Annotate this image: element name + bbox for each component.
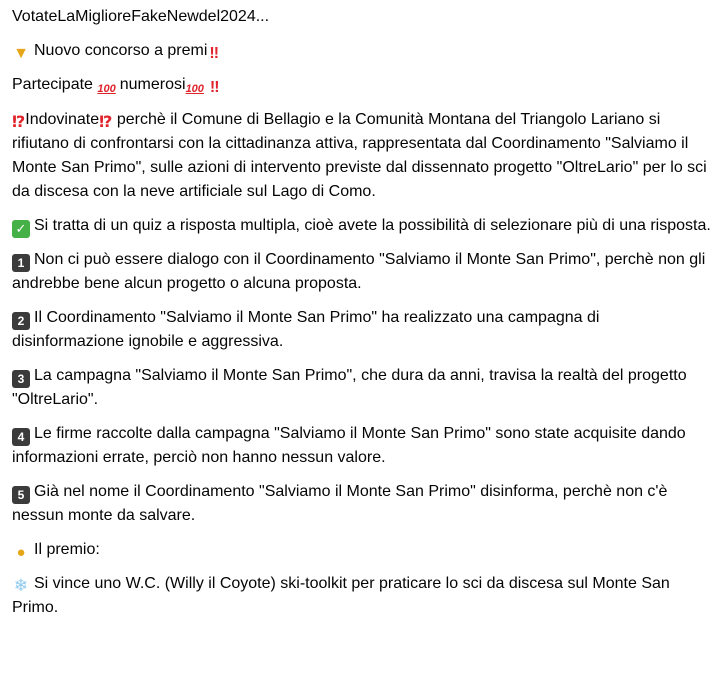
hundred-points-icon: 100 xyxy=(97,83,116,95)
intro-paragraph: ⁉Indovinate⁉ perchè il Comune di Bellagio e la Comunità Montana del Triangolo Lariano si rifiutano di confrontarsi con la cittadinanza attiva, rappresentata dal Coordinamento "Salviamo il Monte San Primo", sulle azioni di intervento previste dal dissennato progetto "OltreLario" per lo sci da discesa con la neve artificiale sul Lago di Como. xyxy=(12,111,707,200)
option-3: 3 La campagna "Salviamo il Monte San Primo", che dura da anni, travisa la realtà del progetto "OltreLario". xyxy=(12,367,687,408)
interrobang-icon: ⁉ xyxy=(12,114,26,131)
keycap-4-icon: 4 xyxy=(12,428,30,446)
hundred-points-icon: 100 xyxy=(185,83,204,95)
prize-heading: ● Il premio: xyxy=(12,538,715,562)
keycap-1-icon: 1 xyxy=(12,254,30,272)
option-2: 2 Il Coordinamento "Salviamo il Monte San Primo" ha realizzato una campagna di disinformazione ignobile e aggressiva. xyxy=(12,309,600,350)
double-exclamation-icon: ‼ xyxy=(209,45,220,62)
keycap-3-icon: 3 xyxy=(12,370,30,388)
quiz-note: ✓ Si tratta di un quiz a risposta multipla, cioè avete la possibilità di selezionare più di una risposta. xyxy=(12,214,715,238)
keycap-5-icon: 5 xyxy=(12,486,30,504)
call-to-action: Partecipate 100 numerosi100 ‼ xyxy=(12,76,220,96)
medal-icon: ● xyxy=(16,544,26,561)
option-4: 4 Le firme raccolte dalla campagna "Salviamo il Monte San Primo" sono state acquisite dando informazioni errate, perciò non hanno nessun valore. xyxy=(12,425,686,466)
double-exclamation-icon: ‼ xyxy=(209,79,220,96)
trophy-icon: ▼ xyxy=(13,45,29,62)
prize-description: ❄ Si vince uno W.C. (Willy il Coyote) ski-toolkit per praticare lo sci da discesa sul Monte San Primo. xyxy=(12,575,670,616)
option-5: 5 Già nel nome il Coordinamento "Salviamo il Monte San Primo" disinforma, perchè non c'è nessun monte da salvare. xyxy=(12,483,668,524)
check-mark-icon: ✓ xyxy=(12,220,30,238)
hashtag-link[interactable]: VotateLaMiglioreFakeNewdel2024... xyxy=(12,8,270,25)
headline: ▼ Nuovo concorso a premi ‼ xyxy=(13,42,220,62)
snowflake-icon: ❄ xyxy=(13,576,29,595)
interrobang-icon: ⁉ xyxy=(99,114,113,131)
keycap-2-icon: 2 xyxy=(12,312,30,330)
option-1: 1 Non ci può essere dialogo con il Coordinamento "Salviamo il Monte San Primo", perchè non gli andrebbe bene alcun progetto o alcuna proposta. xyxy=(12,251,706,292)
